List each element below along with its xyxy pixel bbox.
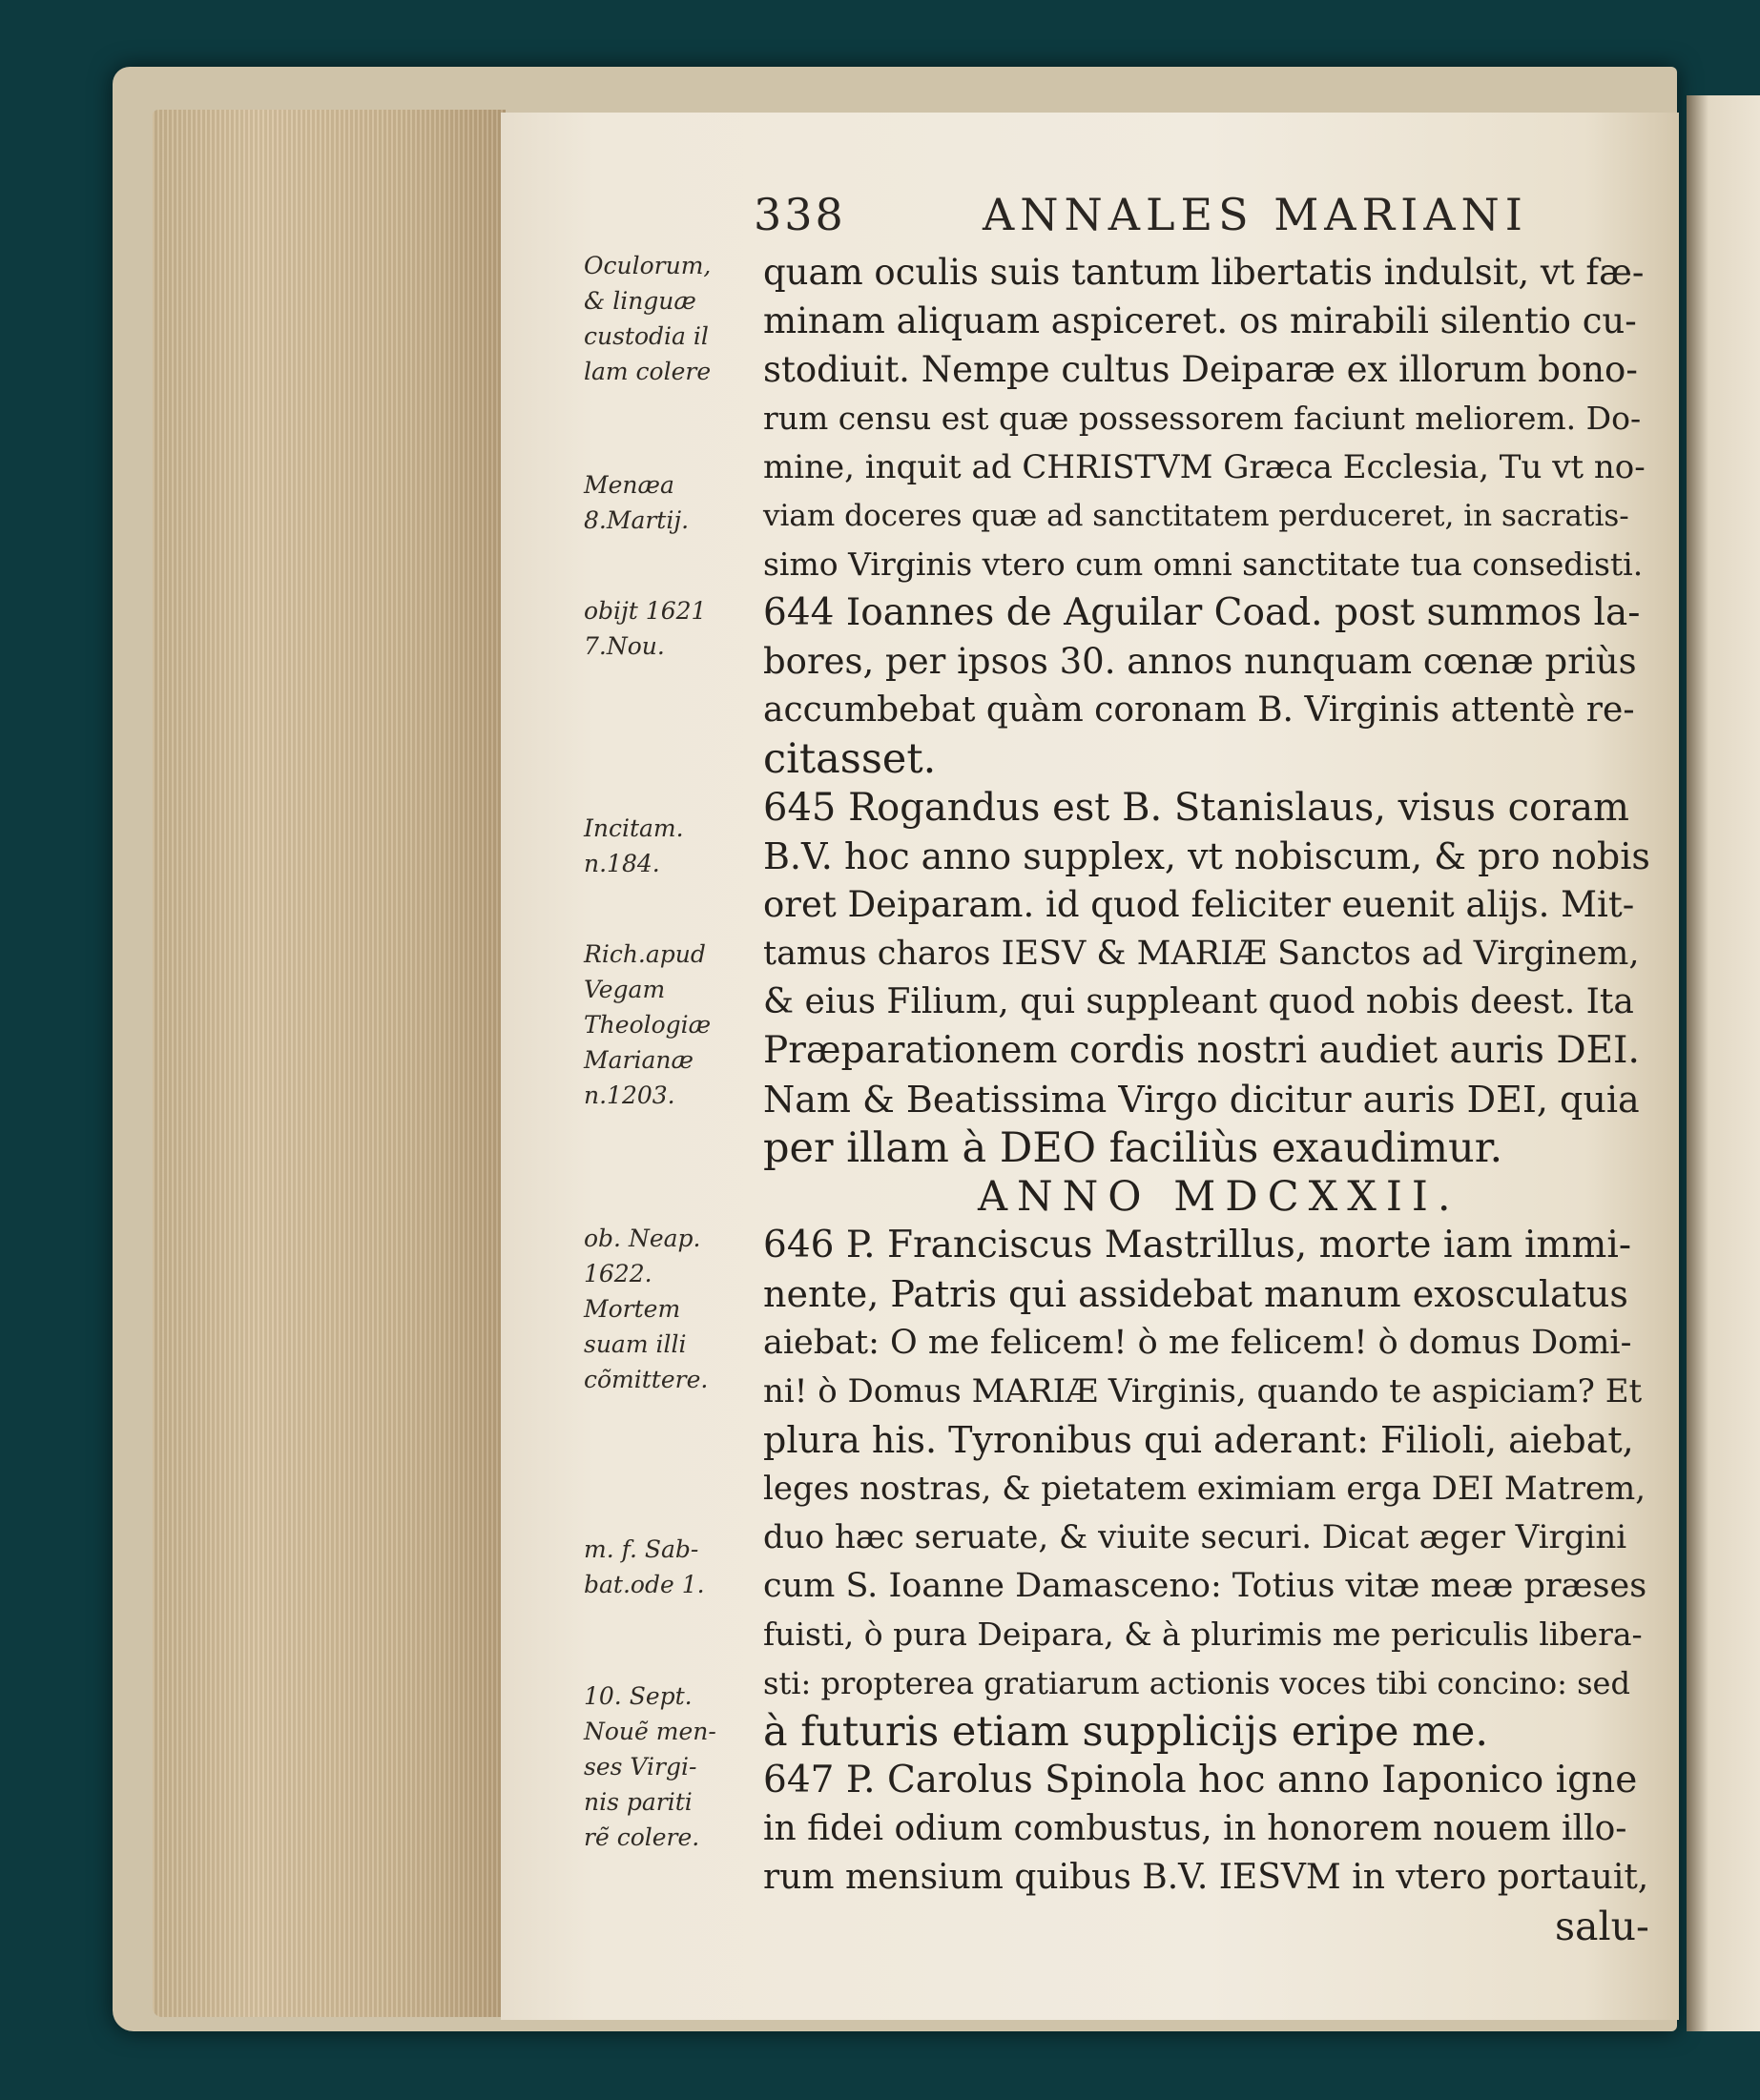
margin-note: ob. Neap. 1622. Mortem suam illi cõmittere. [584,1225,709,1393]
text-line: 646 P. Franciscus Mastrillus, morte iam immi- [763,1224,1632,1266]
text-line: sti: propterea gratiarum actionis voces tibi concino: sed [763,1665,1630,1701]
text-line: Præparationem cordis nostri audiet auris DEI. [763,1029,1640,1072]
text-line: cum S. Ioanne Damasceno: Totius vitæ meæ præses [763,1567,1647,1605]
text-line: per illam à DEO faciliùs exaudimur. [763,1124,1503,1172]
running-title: ANNALES MARIANI [983,189,1528,240]
text-line: ni! ò Domus MARIÆ Virginis, quando te aspiciam? Et [763,1372,1643,1410]
text-line: duo hæc seruate, & viuite securi. Dicat æger Virgini [763,1518,1627,1556]
page-edges [153,110,506,2017]
text-line: plura his. Tyronibus qui aderant: Filioli, aiebat, [763,1419,1634,1461]
margin-note: obijt 1621 7.Nou. [584,597,707,660]
text-line: rum mensium quibus B.V. IESVM in vtero portauit, [763,1858,1649,1897]
text-line: in fidei odium combustus, in honorem nouem illo- [763,1809,1627,1848]
text-line: accumbebat quàm coronam B. Virginis attentè re- [763,690,1635,730]
text-line: stodiuit. Nempe cultus Deiparæ ex illorum bono- [763,349,1638,390]
margin-note: Incitam. n.184. [584,814,684,877]
text-line: nente, Patris qui assidebat manum exosculatus [763,1273,1628,1315]
text-line: fuisti, ò pura Deipara, & à plurimis me periculis libera- [763,1616,1643,1653]
text-line: Nam & Beatissima Virgo dicitur auris DEI, quia [763,1079,1640,1121]
text-line: tamus charos IESV & MARIÆ Sanctos ad Virginem, [763,935,1640,973]
margin-note: Menæa 8.Martij. [584,471,690,534]
running-header [754,189,1612,246]
text-line: & eius Filium, qui suppleant quod nobis deest. Ita [763,982,1634,1021]
page-number: 338 [754,189,846,240]
text-line: 644 Ioannes de Aguilar Coad. post summos la- [763,591,1641,634]
text-line: 647 P. Carolus Spinola hoc anno Iaponico igne [763,1759,1638,1801]
text-line: bores, per ipsos 30. annos nunquam cœnæ priùs [763,641,1637,682]
text-line: citasset. [763,735,937,783]
text-line: aiebat: O me felicem! ò me felicem! ò domus Domi- [763,1324,1632,1362]
text-line: quam oculis suis tantum libertatis indulsit, vt fæ- [763,252,1645,293]
year-heading: ANNO MDCXXII. [978,1173,1460,1221]
text-line: simo Virginis vtero cum omni sanctitate tua consedisti. [763,546,1644,583]
text-line: viam doceres quæ ad sanctitatem perduceret, in sacratis- [763,499,1629,533]
margin-note: m. f. Sab- bat.ode 1. [584,1535,705,1598]
text-line: oret Deiparam. id quod feliciter euenit alijs. Mit- [763,884,1635,925]
text-line: leges nostras, & pietatem eximiam erga DEI Matrem, [763,1470,1646,1508]
text-line: 645 Rogandus est B. Stanislaus, visus coram [763,786,1629,830]
text-line: minam aliquam aspiceret. os mirabili silentio cu- [763,300,1637,341]
facing-page-edge [1687,95,1760,2031]
text-line: mine, inquit ad CHRISTVM Græca Ecclesia, Tu vt no- [763,448,1646,486]
margin-note: 10. Sept. Nouẽ men- ses Virgi- nis pariti rẽ colere. [584,1682,716,1851]
margin-note: Oculorum, & linguæ custodia il lam colere [584,252,712,385]
text-line: rum censu est quæ possessorem faciunt meliorem. Do- [763,400,1642,437]
catchword: salu- [1555,1904,1649,1949]
text-line: B.V. hoc anno supplex, vt nobiscum, & pro nobis [763,835,1650,877]
margin-note: Rich.apud Vegam Theologiæ Marianæ n.1203. [584,940,712,1109]
text-line: à futuris etiam supplicijs eripe me. [763,1708,1488,1756]
